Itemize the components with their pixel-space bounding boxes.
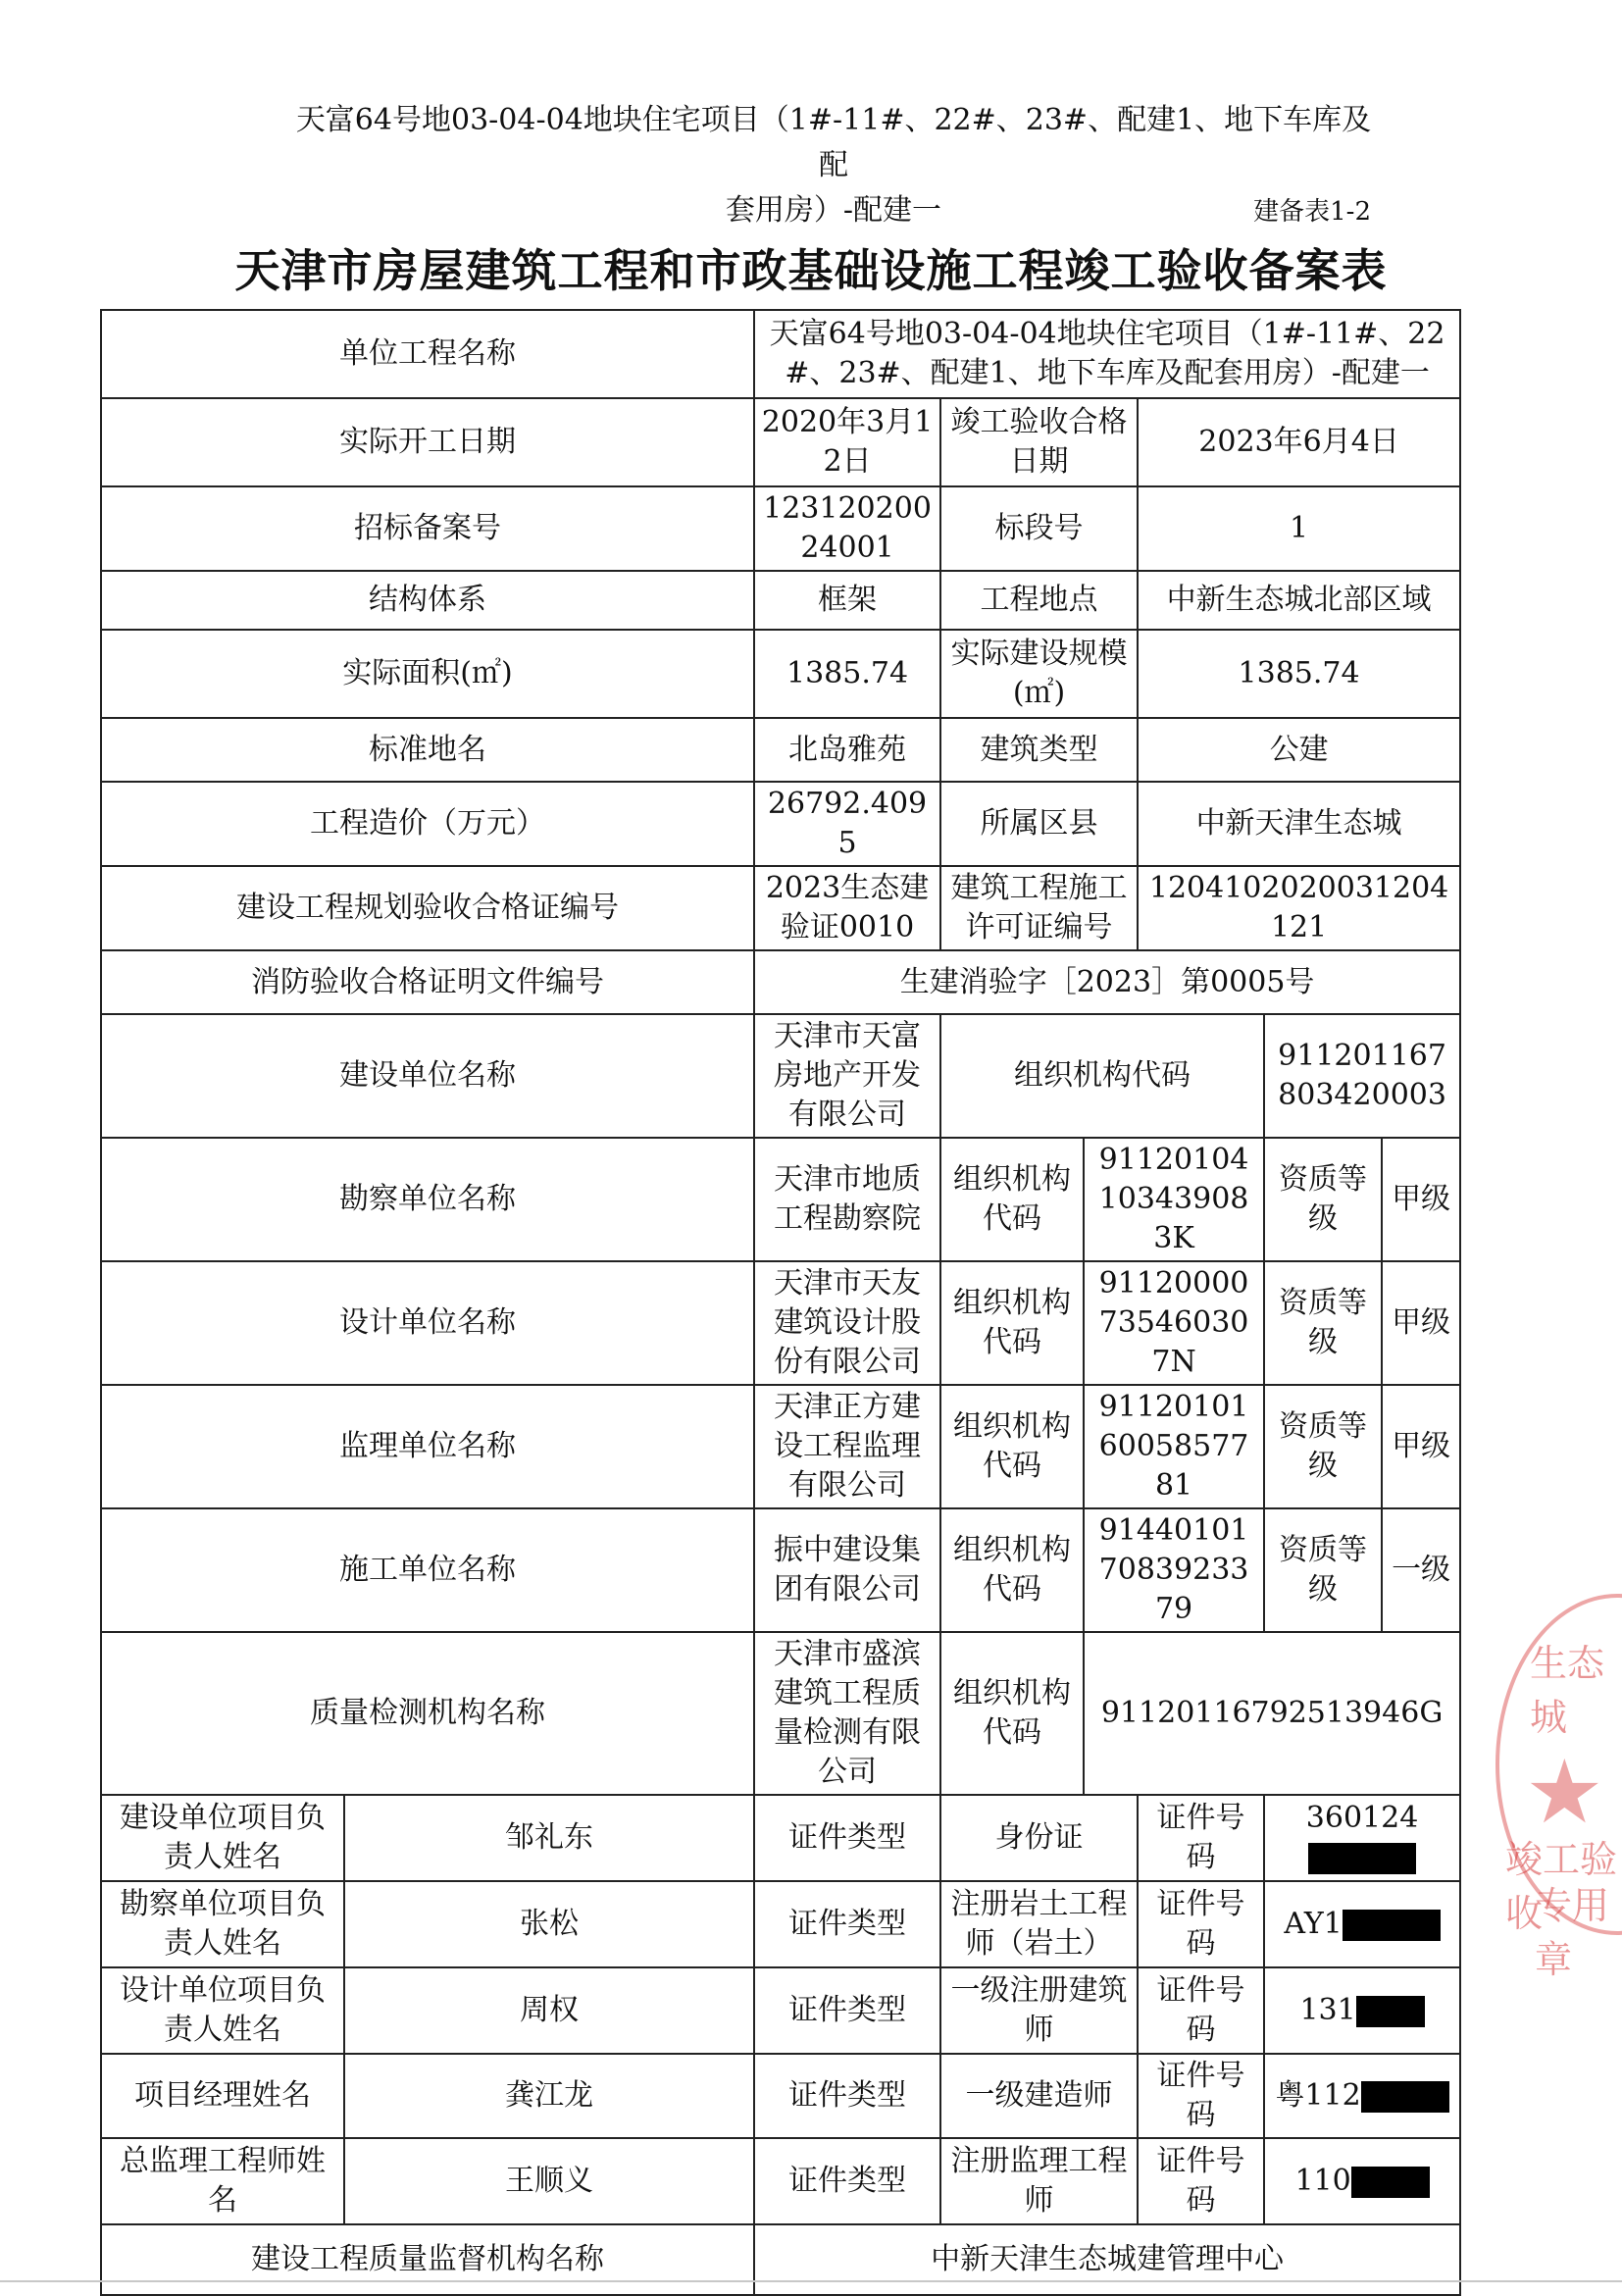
- std-name-value: 北岛雅苑: [754, 718, 940, 782]
- seal-text-top: 生态城: [1530, 1642, 1605, 1739]
- district-value: 中新天津生态城: [1138, 782, 1460, 866]
- permit-value: 1204102020031204121: [1138, 866, 1460, 950]
- survey-value: 天津市地质工程勘察院: [754, 1138, 940, 1261]
- table-row: [101, 2224, 1460, 2295]
- project-name-label: 单位工程名称: [101, 310, 754, 398]
- supervisor-qual-value: 甲级: [1382, 1385, 1460, 1508]
- person-role: 建设单位项目负责人姓名: [101, 1795, 344, 1881]
- form-number: 建备表1-2: [1253, 197, 1371, 227]
- person-cert-type: 注册监理工程师: [940, 2138, 1138, 2224]
- person-name: 王顺义: [344, 2138, 754, 2224]
- fire-cert-value: 生建消验字［2023］第0005号: [754, 950, 1460, 1014]
- accept-date-label: 竣工验收合格日期: [940, 398, 1138, 486]
- design-label: 设计单位名称: [101, 1261, 754, 1385]
- table-row: [101, 1385, 1460, 1508]
- builder-org-code-value: 911201167803420003: [1264, 1014, 1460, 1138]
- supervisor-org-code-value: 911201016005857781: [1084, 1385, 1264, 1508]
- test-org-code-value: 91120116792513946G: [1084, 1632, 1460, 1795]
- page-bottom-edge: [0, 2280, 1622, 2282]
- survey-org-code-value: 91120104103439083K: [1084, 1138, 1264, 1261]
- table-row: [101, 1967, 1460, 2054]
- person-cert-no: 110: [1264, 2138, 1460, 2224]
- table-row: [101, 2138, 1460, 2224]
- location-label: 工程地点: [940, 571, 1138, 630]
- header-line-2: 套用房）-配建一: [725, 193, 942, 228]
- building-type-value: 公建: [1138, 718, 1460, 782]
- table-row: [101, 1881, 1460, 1967]
- person-cert-no: 粤112: [1264, 2054, 1460, 2138]
- section-label: 标段号: [940, 486, 1138, 571]
- std-name-label: 标准地名: [101, 718, 754, 782]
- table-row: [101, 1261, 1460, 1385]
- person-cert-type: 注册岩土工程师（岩土）: [940, 1881, 1138, 1967]
- scale-label: 实际建设规模(㎡): [940, 630, 1138, 718]
- person-cert-type: 一级建造师: [940, 2054, 1138, 2138]
- cert-type-label: 证件类型: [754, 1967, 940, 2054]
- supervisor-org-code-label: 组织机构代码: [940, 1385, 1084, 1508]
- contractor-org-code-label: 组织机构代码: [940, 1508, 1084, 1632]
- person-cert-type: 一级注册建筑师: [940, 1967, 1138, 2054]
- supervisor-value: 天津正方建设工程监理有限公司: [754, 1385, 940, 1508]
- building-type-label: 建筑类型: [940, 718, 1138, 782]
- cost-label: 工程造价（万元）: [101, 782, 754, 866]
- contractor-value: 振中建设集团有限公司: [754, 1508, 940, 1632]
- supervision-org-value: 中新天津生态城建管理中心: [754, 2224, 1460, 2295]
- survey-qual-value: 甲级: [1382, 1138, 1460, 1261]
- accept-date-value: 2023年6月4日: [1138, 398, 1460, 486]
- cert-no-label: 证件号码: [1138, 1967, 1264, 2054]
- table-row: [101, 1014, 1460, 1138]
- contractor-qual-value: 一级: [1382, 1508, 1460, 1632]
- table-row: [101, 1138, 1460, 1261]
- person-name: 龚江龙: [344, 2054, 754, 2138]
- table-row: [101, 486, 1460, 571]
- table-row: [101, 1508, 1460, 1632]
- table-row: [101, 950, 1460, 1014]
- project-name-value: 天富64号地03-04-04地块住宅项目（1#-11#、22#、23#、配建1、地下车库及配套用房）-配建一: [754, 310, 1460, 398]
- design-qual-label: 资质等级: [1264, 1261, 1382, 1385]
- person-cert-no: AY1: [1264, 1881, 1460, 1967]
- person-cert-type: 身份证: [940, 1795, 1138, 1881]
- contractor-qual-label: 资质等级: [1264, 1508, 1382, 1632]
- area-label: 实际面积(㎡): [101, 630, 754, 718]
- scale-value: 1385.74: [1138, 630, 1460, 718]
- table-row: [101, 398, 1460, 486]
- seal-text-bottom: 专用章: [1535, 1884, 1610, 1981]
- redaction-block: [1356, 1996, 1425, 2027]
- supervisor-qual-label: 资质等级: [1264, 1385, 1382, 1508]
- filing-form-table: [100, 309, 1461, 2296]
- cert-no-label: 证件号码: [1138, 2054, 1264, 2138]
- table-row: [101, 1795, 1460, 1881]
- table-row: [101, 310, 1460, 398]
- survey-label: 勘察单位名称: [101, 1138, 754, 1261]
- person-cert-no: 131: [1264, 1967, 1460, 2054]
- cost-value: 26792.4095: [754, 782, 940, 866]
- seal-text-middle: 竣工验收: [1505, 1838, 1618, 1935]
- cert-no-label: 证件号码: [1138, 1795, 1264, 1881]
- table-row: [101, 2054, 1460, 2138]
- supervision-org-label: 建设工程质量监督机构名称: [101, 2224, 754, 2295]
- table-row: [101, 718, 1460, 782]
- header-line-1: 天富64号地03-04-04地块住宅项目（1#-11#、22#、23#、配建1、地下车库及配: [295, 103, 1372, 182]
- design-org-code-label: 组织机构代码: [940, 1261, 1084, 1385]
- test-org-code-label: 组织机构代码: [940, 1632, 1084, 1795]
- permit-label: 建筑工程施工许可证编号: [940, 866, 1138, 950]
- contractor-label: 施工单位名称: [101, 1508, 754, 1632]
- person-name: 邹礼东: [344, 1795, 754, 1881]
- plan-cert-value: 2023生态建验证0010: [754, 866, 940, 950]
- design-org-code-value: 91120000735460307N: [1084, 1261, 1264, 1385]
- table-row: [101, 866, 1460, 950]
- document-header: [294, 98, 1373, 233]
- plan-cert-label: 建设工程规划验收合格证编号: [101, 866, 754, 950]
- structure-value: 框架: [754, 571, 940, 630]
- test-org-value: 天津市盛滨建筑工程质量检测有限公司: [754, 1632, 940, 1795]
- cert-type-label: 证件类型: [754, 2138, 940, 2224]
- design-value: 天津市天友建筑设计股份有限公司: [754, 1261, 940, 1385]
- person-name: 张松: [344, 1881, 754, 1967]
- person-role: 总监理工程师姓名: [101, 2138, 344, 2224]
- supervisor-label: 监理单位名称: [101, 1385, 754, 1508]
- cert-no-label: 证件号码: [1138, 2138, 1264, 2224]
- table-row: [101, 630, 1460, 718]
- person-role: 设计单位项目负责人姓名: [101, 1967, 344, 2054]
- seal-star-icon: ★: [1525, 1741, 1604, 1844]
- bid-no-label: 招标备案号: [101, 486, 754, 571]
- area-value: 1385.74: [754, 630, 940, 718]
- redaction-block: [1361, 2081, 1449, 2113]
- location-value: 中新生态城北部区域: [1138, 571, 1460, 630]
- cert-type-label: 证件类型: [754, 1881, 940, 1967]
- contractor-org-code-value: 914401017083923379: [1084, 1508, 1264, 1632]
- test-org-label: 质量检测机构名称: [101, 1632, 754, 1795]
- table-row: [101, 782, 1460, 866]
- bid-no-value: 12312020024001: [754, 486, 940, 571]
- person-role: 勘察单位项目负责人姓名: [101, 1881, 344, 1967]
- table-row: [101, 571, 1460, 630]
- cert-no-label: 证件号码: [1138, 1881, 1264, 1967]
- redaction-block: [1351, 2167, 1430, 2198]
- section-value: 1: [1138, 486, 1460, 571]
- start-date-label: 实际开工日期: [101, 398, 754, 486]
- redaction-block: [1343, 1910, 1441, 1941]
- survey-org-code-label: 组织机构代码: [940, 1138, 1084, 1261]
- person-cert-no: 360124: [1264, 1795, 1460, 1881]
- builder-label: 建设单位名称: [101, 1014, 754, 1138]
- person-name: 周权: [344, 1967, 754, 2054]
- builder-value: 天津市天富房地产开发有限公司: [754, 1014, 940, 1138]
- survey-qual-label: 资质等级: [1264, 1138, 1382, 1261]
- start-date-value: 2020年3月12日: [754, 398, 940, 486]
- document-title: 天津市房屋建筑工程和市政基础设施工程竣工验收备案表: [234, 244, 1388, 297]
- redaction-block: [1308, 1843, 1416, 1874]
- district-label: 所属区县: [940, 782, 1138, 866]
- cert-type-label: 证件类型: [754, 1795, 940, 1881]
- person-role: 项目经理姓名: [101, 2054, 344, 2138]
- fire-cert-label: 消防验收合格证明文件编号: [101, 950, 754, 1014]
- builder-org-code-label: 组织机构代码: [940, 1014, 1264, 1138]
- cert-type-label: 证件类型: [754, 2054, 940, 2138]
- table-row: [101, 1632, 1460, 1795]
- structure-label: 结构体系: [101, 571, 754, 630]
- design-qual-value: 甲级: [1382, 1261, 1460, 1385]
